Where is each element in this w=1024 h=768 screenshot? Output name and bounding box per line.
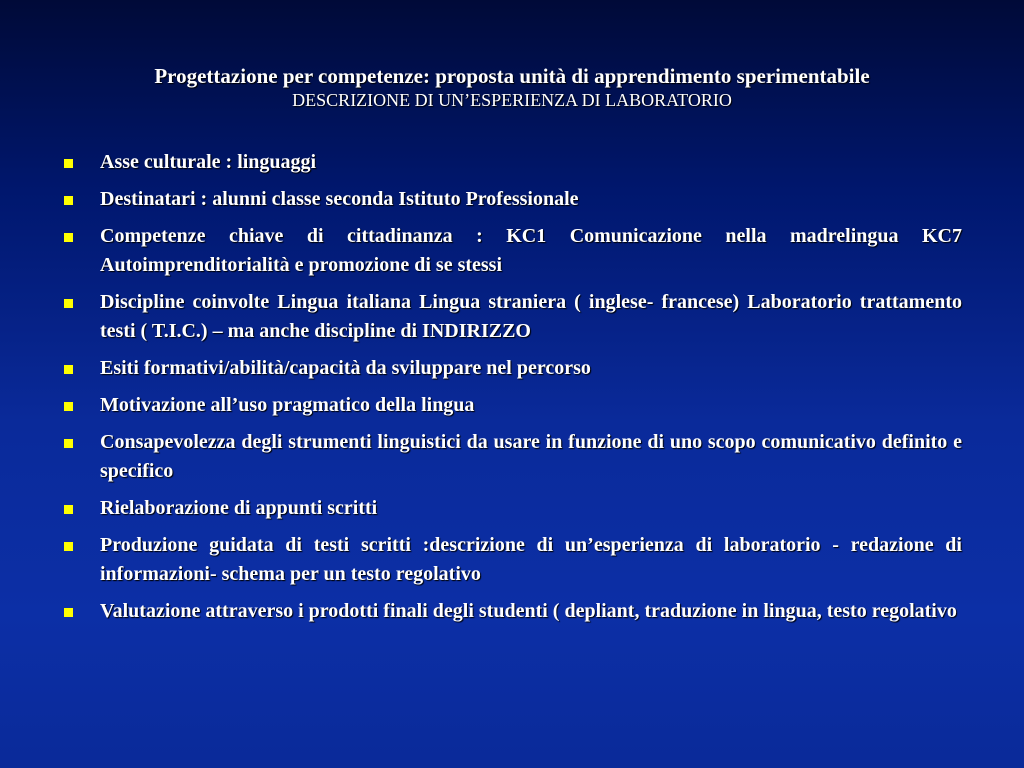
- bullet-item: [64, 148, 962, 177]
- bullet-item: [64, 428, 962, 486]
- title-main: Progettazione per competenze: proposta unità di apprendimento sperimentabile: [154, 64, 870, 88]
- square-bullet-icon: [64, 299, 73, 308]
- square-bullet-icon: [64, 196, 73, 205]
- bullet-item: [64, 531, 962, 589]
- square-bullet-icon: [64, 402, 73, 411]
- slide-title: [40, 63, 984, 111]
- bullet-text: Valutazione attraverso i prodotti finali degli studenti ( depliant, traduzione in lingua, testo regolativo: [100, 600, 957, 622]
- square-bullet-icon: [64, 608, 73, 617]
- bullet-item: [64, 185, 962, 214]
- bullet-list: [64, 148, 962, 634]
- bullet-text: Asse culturale : linguaggi: [100, 151, 317, 173]
- bullet-item: [64, 222, 962, 280]
- bullet-item: [64, 597, 962, 626]
- bullet-item: [64, 354, 962, 383]
- square-bullet-icon: [64, 505, 73, 514]
- bullet-text: Produzione guidata di testi scritti :descrizione di un’esperienza di laboratorio - redazione di informazioni- schema per un testo regolativo: [100, 534, 962, 585]
- bullet-text: Esiti formativi/abilità/capacità da sviluppare nel percorso: [100, 357, 591, 379]
- bullet-text: Competenze chiave di cittadinanza : KC1 Comunicazione nella madrelingua KC7 Autoimprenditorialità e promozione di se stessi: [100, 225, 962, 276]
- title-subtitle: DESCRIZIONE DI UN’ESPERIENZA DI LABORATORIO: [292, 90, 732, 110]
- bullet-item: [64, 494, 962, 523]
- square-bullet-icon: [64, 159, 73, 168]
- bullet-text: Motivazione all’uso pragmatico della lingua: [100, 394, 475, 416]
- bullet-item: [64, 288, 962, 346]
- square-bullet-icon: [64, 439, 73, 448]
- bullet-text: Discipline coinvolte Lingua italiana Lingua straniera ( inglese- francese) Laboratorio trattamento testi ( T.I.C.) – ma anche discipline di INDIRIZZO: [100, 291, 962, 342]
- bullet-text: Destinatari : alunni classe seconda Istituto Professionale: [100, 188, 579, 210]
- bullet-text: Consapevolezza degli strumenti linguistici da usare in funzione di uno scopo comunicativo definito e specifico: [100, 431, 962, 482]
- square-bullet-icon: [64, 365, 73, 374]
- square-bullet-icon: [64, 542, 73, 551]
- bullet-text: Rielaborazione di appunti scritti: [100, 497, 378, 519]
- square-bullet-icon: [64, 233, 73, 242]
- bullet-item: [64, 391, 962, 420]
